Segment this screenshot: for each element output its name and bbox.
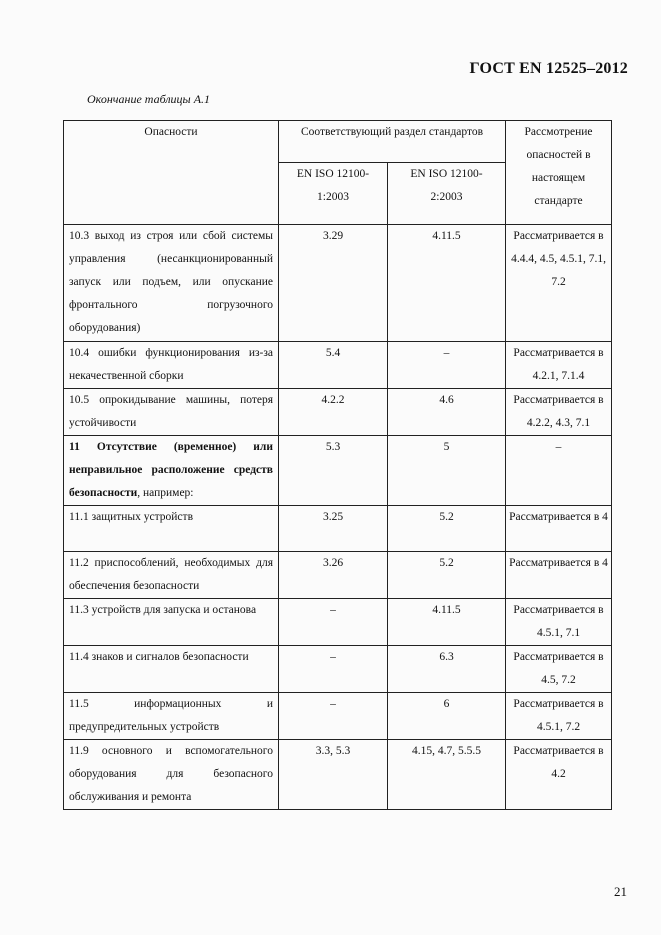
header-std2: EN ISO 12100-2:2003	[388, 163, 506, 225]
std2-cell: 5.2	[388, 552, 506, 599]
std1-cell: 3.3, 5.3	[279, 740, 388, 810]
review-cell: Рассматривается в 4.2.1, 7.1.4	[506, 342, 612, 389]
hazard-cell: 11.9 основного и вспомогательного оборудования для безопасного обслуживания и ремонта	[64, 740, 279, 810]
table-row	[64, 693, 612, 740]
header-section-group: Соответствующий раздел стандартов	[279, 121, 506, 163]
review-cell: Рассматривается в 4.2.2, 4.3, 7.1	[506, 389, 612, 436]
header-std1: EN ISO 12100-1:2003	[279, 163, 388, 225]
table-row	[64, 225, 612, 342]
review-cell: Рассматривается в 4.5, 7.2	[506, 646, 612, 693]
hazard-group-tail: , например:	[137, 487, 194, 499]
std1-cell: 4.2.2	[279, 389, 388, 436]
table-row	[64, 740, 612, 810]
table-row	[64, 436, 612, 506]
table-caption: Окончание таблицы А.1	[87, 92, 211, 106]
review-cell: Рассматривается в 4	[506, 552, 612, 599]
table-row	[64, 389, 612, 436]
hazard-cell: 11.2 приспособлений, необходимых для обеспечения безопасности	[64, 552, 279, 599]
std2-cell: 6.3	[388, 646, 506, 693]
std1-cell: 3.25	[279, 506, 388, 552]
std1-cell: –	[279, 646, 388, 693]
review-cell: Рассматривается в 4	[506, 506, 612, 552]
review-cell: Рассматривается в 4.4.4, 4.5, 4.5.1, 7.1, 7.2	[506, 225, 612, 342]
review-cell: Рассматривается в 4.5.1, 7.1	[506, 599, 612, 646]
hazard-cell: 11.3 устройств для запуска и останова	[64, 599, 279, 646]
std1-cell: 5.3	[279, 436, 388, 506]
std2-cell: –	[388, 342, 506, 389]
std1-cell: 5.4	[279, 342, 388, 389]
standard-designation: ГОСТ EN 12525–2012	[469, 60, 628, 77]
std2-cell: 5	[388, 436, 506, 506]
std1-cell: –	[279, 599, 388, 646]
std1-cell: 3.29	[279, 225, 388, 342]
std1-cell: –	[279, 693, 388, 740]
table-row	[64, 599, 612, 646]
std2-cell: 4.11.5	[388, 225, 506, 342]
hazards-table	[63, 120, 612, 810]
std2-cell: 4.15, 4.7, 5.5.5	[388, 740, 506, 810]
table-row	[64, 506, 612, 552]
hazard-cell: 10.3 выход из строя или сбой системы управления (несанкционированный запуск или подъем, или опускание фронтального погрузочного оборудования)	[64, 225, 279, 342]
review-cell: Рассматривается в 4.5.1, 7.2	[506, 693, 612, 740]
table-row	[64, 552, 612, 599]
hazard-cell: 10.5 опрокидывание машины, потеря устойчивости	[64, 389, 279, 436]
review-cell: Рассматривается в 4.2	[506, 740, 612, 810]
hazard-cell: 11.1 защитных устройств	[64, 506, 279, 552]
page-number: 21	[614, 884, 627, 899]
hazard-cell: 11.5 информационных и предупредительных устройств	[64, 693, 279, 740]
hazard-group-title: 11 Отсутствие (временное) или неправильное расположение средств безопасности	[69, 441, 273, 499]
hazard-cell: 11.4 знаков и сигналов безопасности	[64, 646, 279, 693]
std2-cell: 5.2	[388, 506, 506, 552]
table-row	[64, 342, 612, 389]
review-cell: –	[506, 436, 612, 506]
std2-cell: 6	[388, 693, 506, 740]
hazard-cell	[64, 436, 279, 506]
std2-cell: 4.11.5	[388, 599, 506, 646]
hazard-cell: 10.4 ошибки функционирования из-за некачественной сборки	[64, 342, 279, 389]
std1-cell: 3.26	[279, 552, 388, 599]
table-row	[64, 646, 612, 693]
std2-cell: 4.6	[388, 389, 506, 436]
header-review: Рассмотрение опасностей в настоящем стандарте	[506, 121, 612, 225]
header-hazards: Опасности	[64, 121, 279, 225]
